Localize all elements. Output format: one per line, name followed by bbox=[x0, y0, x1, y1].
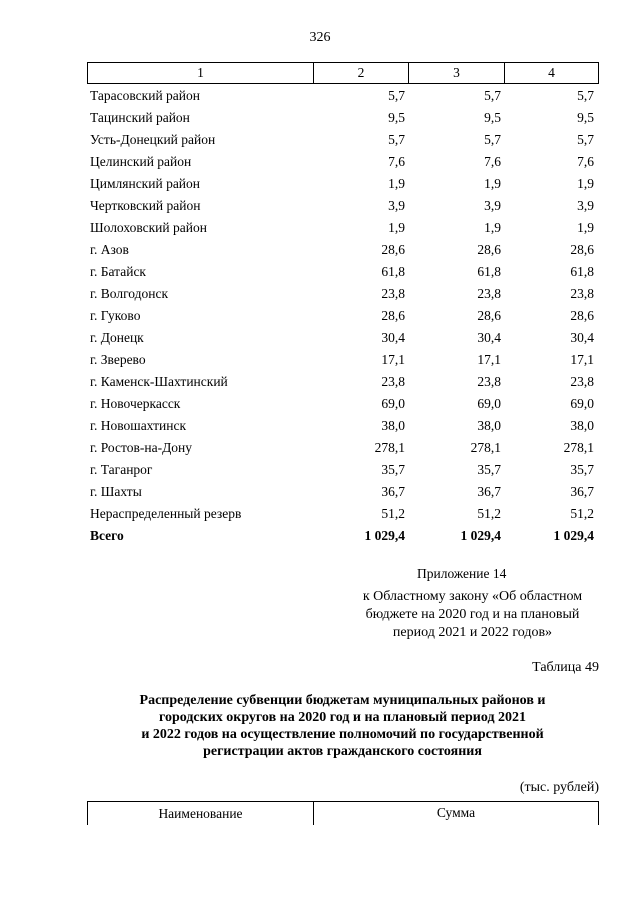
row-name: г. Каменск-Шахтинский bbox=[90, 374, 228, 389]
value-2022: 36,7 bbox=[570, 484, 594, 499]
appendix-line: к Областному закону «Об областном bbox=[362, 589, 583, 604]
value-2020: 51,2 bbox=[381, 506, 405, 521]
value-2022: 1 029,4 bbox=[553, 528, 594, 543]
value-2021: 28,6 bbox=[477, 242, 501, 257]
value-2022: 9,5 bbox=[577, 110, 594, 125]
row-name: Цимлянский район bbox=[90, 176, 201, 191]
value-2020: 35,7 bbox=[381, 462, 405, 477]
value-2021: 23,8 bbox=[477, 374, 501, 389]
appendix-reference bbox=[345, 588, 600, 642]
row-name: Целинский район bbox=[90, 154, 192, 169]
value-2020: 1 029,4 bbox=[364, 528, 405, 543]
value-2021: 3,9 bbox=[484, 198, 501, 213]
row-name: г. Донецк bbox=[90, 330, 144, 345]
table-body bbox=[87, 85, 599, 547]
value-2021: 28,6 bbox=[477, 308, 501, 323]
table-row bbox=[87, 503, 599, 525]
table-header bbox=[87, 62, 599, 84]
header-col-2: 2 bbox=[314, 63, 409, 83]
value-2021: 17,1 bbox=[477, 352, 501, 367]
value-2020: 1,9 bbox=[388, 220, 405, 235]
value-2022: 5,7 bbox=[577, 88, 594, 103]
heading-line: и 2022 годов на осуществление полномочий по государственной bbox=[141, 727, 544, 742]
value-2021: 23,8 bbox=[477, 286, 501, 301]
heading-line: городских округов на 2020 год и на плановый период 2021 bbox=[158, 710, 527, 725]
table-row bbox=[87, 217, 599, 239]
page-number: 326 bbox=[309, 30, 331, 45]
total-row bbox=[87, 525, 599, 547]
header-col-4: 4 bbox=[548, 65, 555, 80]
value-2021: 61,8 bbox=[477, 264, 501, 279]
value-2022: 23,8 bbox=[570, 286, 594, 301]
value-2020: 5,7 bbox=[388, 132, 405, 147]
table-number: Таблица 49 bbox=[532, 660, 599, 675]
row-name: Чертковский район bbox=[90, 198, 201, 213]
value-2020: 23,8 bbox=[381, 374, 405, 389]
value-2021: 9,5 bbox=[484, 110, 501, 125]
row-name: Нераспределенный резерв bbox=[90, 506, 242, 521]
table-row bbox=[87, 327, 599, 349]
value-2020: 3,9 bbox=[388, 198, 405, 213]
table-row bbox=[87, 151, 599, 173]
value-2022: 3,9 bbox=[577, 198, 594, 213]
value-2020: 278,1 bbox=[374, 440, 405, 455]
value-2022: 28,6 bbox=[570, 308, 594, 323]
table-row bbox=[87, 349, 599, 371]
row-name: г. Шахты bbox=[90, 484, 142, 499]
value-2021: 30,4 bbox=[477, 330, 501, 345]
table-row bbox=[87, 371, 599, 393]
row-name: г. Таганрог bbox=[90, 462, 153, 477]
table-row bbox=[87, 107, 599, 129]
table-row bbox=[87, 261, 599, 283]
row-name: г. Батайск bbox=[90, 264, 146, 279]
value-2020: 69,0 bbox=[381, 396, 405, 411]
table-row bbox=[87, 239, 599, 261]
table-row bbox=[87, 283, 599, 305]
table-row bbox=[87, 393, 599, 415]
header-col-3: 3 bbox=[409, 63, 505, 83]
value-2020: 61,8 bbox=[381, 264, 405, 279]
value-2020: 30,4 bbox=[381, 330, 405, 345]
value-2022: 38,0 bbox=[570, 418, 594, 433]
value-2022: 35,7 bbox=[570, 462, 594, 477]
value-2021: 278,1 bbox=[470, 440, 501, 455]
row-name: г. Волгодонск bbox=[90, 286, 169, 301]
row-name: г. Зверево bbox=[90, 352, 146, 367]
row-name: Всего bbox=[90, 528, 124, 543]
header-sum: Сумма bbox=[436, 805, 476, 820]
value-2020: 23,8 bbox=[381, 286, 405, 301]
next-table-header bbox=[87, 801, 599, 825]
table-row bbox=[87, 415, 599, 437]
value-2020: 36,7 bbox=[381, 484, 405, 499]
value-2022: 51,2 bbox=[570, 506, 594, 521]
value-2022: 7,6 bbox=[577, 154, 594, 169]
value-2021: 1,9 bbox=[484, 176, 501, 191]
value-2020: 17,1 bbox=[381, 352, 405, 367]
heading-line: Распределение субвенции бюджетам муниципальных районов и bbox=[139, 693, 546, 708]
row-name: г. Новошахтинск bbox=[90, 418, 186, 433]
value-2022: 61,8 bbox=[570, 264, 594, 279]
row-name: г. Ростов-на-Дону bbox=[90, 440, 193, 455]
table-row bbox=[87, 173, 599, 195]
appendix-line: бюджете на 2020 год и на плановый bbox=[365, 607, 580, 622]
table-row bbox=[87, 129, 599, 151]
table-row bbox=[87, 459, 599, 481]
value-2022: 5,7 bbox=[577, 132, 594, 147]
table-row bbox=[87, 195, 599, 217]
value-2021: 5,7 bbox=[484, 132, 501, 147]
value-2020: 28,6 bbox=[381, 242, 405, 257]
table-row bbox=[87, 305, 599, 327]
value-2022: 1,9 bbox=[577, 220, 594, 235]
row-name: Тарасовский район bbox=[90, 88, 200, 103]
row-name: г. Новочеркасск bbox=[90, 396, 181, 411]
row-name: Усть-Донецкий район bbox=[90, 132, 216, 147]
table-row bbox=[87, 85, 599, 107]
heading-line: регистрации актов гражданского состояния bbox=[203, 744, 482, 759]
units-label: (тыс. рублей) bbox=[519, 780, 599, 795]
value-2022: 69,0 bbox=[570, 396, 594, 411]
value-2022: 23,8 bbox=[570, 374, 594, 389]
value-2020: 28,6 bbox=[381, 308, 405, 323]
value-2021: 38,0 bbox=[477, 418, 501, 433]
value-2022: 17,1 bbox=[570, 352, 594, 367]
value-2020: 1,9 bbox=[388, 176, 405, 191]
value-2022: 28,6 bbox=[570, 242, 594, 257]
row-name: г. Гуково bbox=[90, 308, 141, 323]
value-2021: 51,2 bbox=[477, 506, 501, 521]
value-2022: 30,4 bbox=[570, 330, 594, 345]
value-2021: 1,9 bbox=[484, 220, 501, 235]
table-row bbox=[87, 437, 599, 459]
row-name: Шолоховский район bbox=[90, 220, 207, 235]
value-2020: 38,0 bbox=[381, 418, 405, 433]
value-2022: 278,1 bbox=[563, 440, 594, 455]
value-2021: 1 029,4 bbox=[460, 528, 501, 543]
header-col-1: 1 bbox=[88, 63, 314, 83]
table-heading bbox=[100, 692, 585, 760]
value-2021: 69,0 bbox=[477, 396, 501, 411]
value-2021: 35,7 bbox=[477, 462, 501, 477]
row-name: Тацинский район bbox=[90, 110, 190, 125]
appendix-line: период 2021 и 2022 годов» bbox=[392, 625, 553, 640]
value-2022: 1,9 bbox=[577, 176, 594, 191]
value-2020: 9,5 bbox=[388, 110, 405, 125]
header-name: Наименование bbox=[88, 802, 314, 825]
value-2021: 7,6 bbox=[484, 154, 501, 169]
value-2021: 5,7 bbox=[484, 88, 501, 103]
table-row bbox=[87, 481, 599, 503]
row-name: г. Азов bbox=[90, 242, 129, 257]
value-2020: 7,6 bbox=[388, 154, 405, 169]
value-2021: 36,7 bbox=[477, 484, 501, 499]
appendix-title: Приложение 14 bbox=[417, 566, 507, 581]
value-2020: 5,7 bbox=[388, 88, 405, 103]
